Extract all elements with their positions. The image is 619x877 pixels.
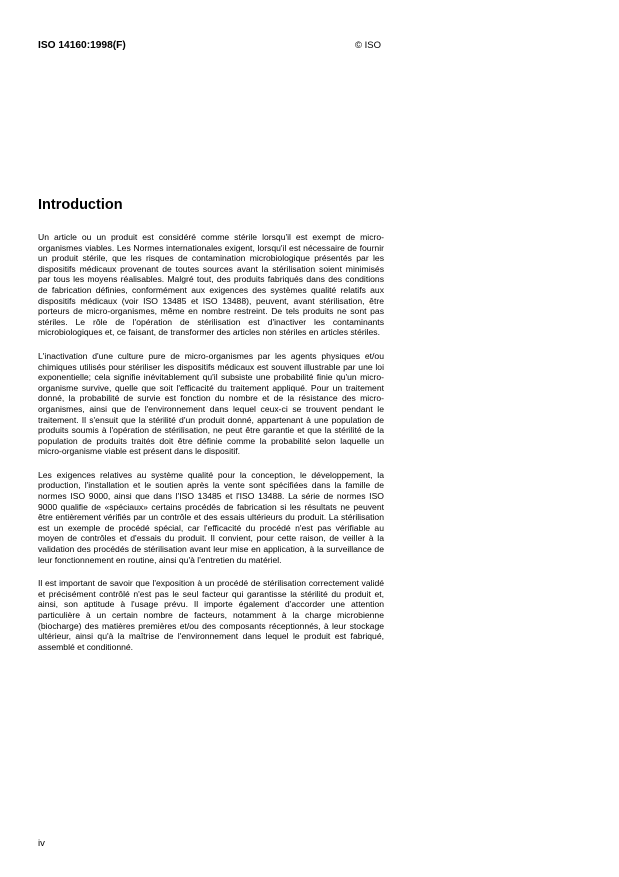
paragraph: Un article ou un produit est considéré comme stérile lorsqu'il est exempt de micro-organismes viables. Les Normes internationales exigent, lorsqu'il est nécessaire de fournir un produit stérile, que les risques de contamination microbiologique présentés par les dispositifs médicaux provenant de toutes sources avant la stérilisation soient minimisés par tous les moyens réalisables. Malgré tout, des produits fabriqués dans des conditions de fabrication définies, conformément aux exigences des systèmes qualité relatifs aux dispositifs médicaux (voir ISO 13485 et ISO 13488), peuvent, avant stérilisation, être porteurs de micro-organismes, même en nombre restreint. De tels produits ne sont pas stériles. Le rôle de l'opération de stérilisation est d'inactiver les contaminants microbiologiques et, ce faisant, de transformer des articles non stériles en articles stériles. xyxy=(38,232,384,338)
page-number: iv xyxy=(38,838,45,849)
paragraph: Il est important de savoir que l'exposition à un procédé de stérilisation correctement validé et précisément contrôlé n'est pas le seul facteur qui garantisse la stérilité du produit et, ainsi, son aptitude à l'usage prévu. Il importe également d'accorder une attention particulière à un certain nombre de facteurs, notamment à la charge microbienne (biocharge) des matières premières et/ou des composants réceptionnés, à leur stockage ultérieur, ainsi qu'à la maîtrise de l'environnement dans lequel le produit est fabriqué, assemblé et conditionné. xyxy=(38,578,384,652)
paragraph: L'inactivation d'une culture pure de micro-organismes par les agents physiques et/ou chimiques utilisés pour stériliser les dispositifs médicaux est souvent illustrable par une loi exponentielle; cela signifie inévitablement qu'il subsiste une probabilité finie qu'un micro-organisme survive, quelle que soit l'efficacité du traitement appliqué. Pour un traitement donné, la probabilité de survie est fonction du nombre et de la résistance des micro-organismes, ainsi que de l'environnement dans lequel ceux-ci se trouvent pendant le traitement. Il s'ensuit que la stérilité d'un produit donné, appartenant à une population de produits soumis à l'opération de stérilisation, ne peut être garantie et que la stérilité de la population de produits traités doit être définie comme la probabilité selon laquelle un micro-organisme viable est présent dans le dispositif. xyxy=(38,350,384,457)
paragraph: Les exigences relatives au système qualité pour la conception, le développement, la production, l'installation et le soutien après la vente sont spécifiées dans la famille de normes ISO 9000, ainsi que dans l'ISO 13485 et l'ISO 13488. La série de normes ISO 9000 qualifie de «spéciaux» certains procédés de fabrication si les résultats ne peuvent être entièrement vérifiés par un contrôle et des essais ultérieurs du produit. La stérilisation est un exemple de procédé spécial, car l'efficacité du procédé n'est pas vérifiable au moyen de contrôles et d'essais du produit. Il convient, pour cette raison, de veiller à la validation des procédés de stérilisation avant leur mise en application, à la surveillance de leur fonctionnement en routine, ainsi qu'à l'entretien du matériel. xyxy=(38,469,384,565)
section-title: Introduction xyxy=(38,197,123,213)
document-id: ISO 14160:1998(F) xyxy=(38,40,126,51)
copyright-notice: © ISO xyxy=(355,40,382,51)
body-text xyxy=(38,232,384,665)
